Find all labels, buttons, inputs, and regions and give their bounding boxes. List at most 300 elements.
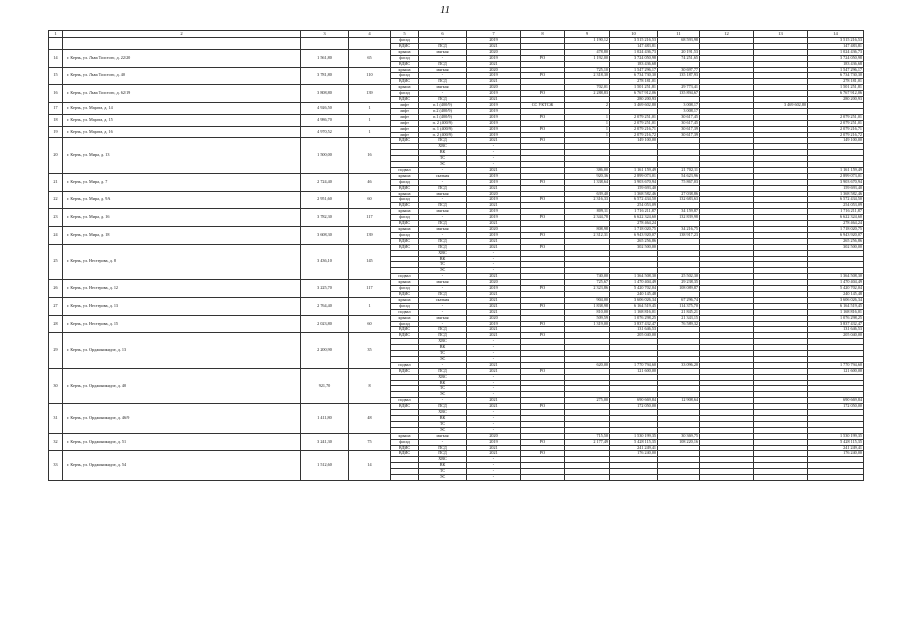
specific-cost-cell bbox=[658, 475, 700, 481]
total-cost-cell: 159 693,40 bbox=[808, 185, 864, 191]
building-area-cell: 1 500,00 bbox=[301, 138, 349, 173]
building-people-cell: 48 bbox=[349, 404, 391, 434]
year-cell: 2020 bbox=[467, 315, 521, 321]
building-people-cell bbox=[349, 38, 391, 50]
work-subtype-cell: п.1 (400/9) bbox=[419, 102, 467, 108]
work-subtype-cell: мягкая bbox=[419, 191, 467, 197]
executor-cell: РО bbox=[521, 286, 565, 292]
building-area-cell: 2 951,60 bbox=[301, 191, 349, 209]
total-cost-cell: 254 053,09 bbox=[808, 203, 864, 209]
work-type-cell: фасад bbox=[391, 215, 419, 221]
building-address-cell: г. Керчь, ул. Льва Толстого, д. 22/20 bbox=[63, 49, 301, 67]
work-type-cell: ВДИС bbox=[391, 138, 419, 144]
volume-cell: 2 323,86 bbox=[565, 286, 610, 292]
work-subtype-cell: ПСД bbox=[419, 445, 467, 451]
work-subtype-cell: мягкая bbox=[419, 227, 467, 233]
building-number-cell: 25 bbox=[49, 244, 63, 279]
year-cell: - bbox=[467, 250, 521, 256]
specific-cost-cell: 30 617,45 bbox=[658, 120, 700, 126]
building-area-cell: 3 225,70 bbox=[301, 280, 349, 298]
header-cell: 9 bbox=[565, 31, 610, 38]
total-cost-cell: 2 079 251,01 bbox=[808, 114, 864, 120]
building-address-cell: г. Керчь, ул. Марата, д. 16 bbox=[63, 126, 301, 138]
year-cell: - bbox=[467, 144, 521, 150]
building-number-cell: 17 bbox=[49, 102, 63, 114]
work-subtype-cell: ПСД bbox=[419, 327, 467, 333]
volume-cell: 1 bbox=[565, 114, 610, 120]
funding-cell-12 bbox=[700, 475, 754, 481]
year-cell: 2019 bbox=[467, 55, 521, 61]
work-type-cell: фасад bbox=[391, 179, 419, 185]
total-cost-cell: 183 436,68 bbox=[808, 61, 864, 67]
building-people-cell: 75 bbox=[349, 433, 391, 451]
work-subtype-cell: ПСД bbox=[419, 43, 467, 49]
building-area-cell bbox=[301, 38, 349, 50]
volume-cell: 715,50 bbox=[565, 433, 610, 439]
volume-cell: 725,67 bbox=[565, 280, 610, 286]
total-cost-cell: 690 669,84 bbox=[808, 398, 864, 404]
work-type-cell: фасад bbox=[391, 232, 419, 238]
total-cost-cell: 6 164 519,45 bbox=[808, 303, 864, 309]
building-people-cell: 117 bbox=[349, 209, 391, 227]
cost-cell: 302 500,00 bbox=[610, 244, 658, 250]
work-subtype-cell: ТС bbox=[419, 421, 467, 427]
cost-cell: 131 646,53 bbox=[610, 327, 658, 333]
building-number-cell: 28 bbox=[49, 315, 63, 333]
specific-cost-cell: 76 589,32 bbox=[658, 321, 700, 327]
work-subtype-cell: ВК bbox=[419, 150, 467, 156]
specific-cost-cell: 30 617,45 bbox=[658, 114, 700, 120]
repair-schedule-table bbox=[48, 30, 864, 481]
executor-cell: РО bbox=[521, 451, 565, 457]
volume-cell: 2 bbox=[565, 102, 610, 108]
cost-cell: 5 420 702,04 bbox=[610, 286, 658, 292]
specific-cost-cell: 30 369,75 bbox=[658, 433, 700, 439]
volume-cell: 1 838,98 bbox=[565, 303, 610, 309]
building-people-cell: 139 bbox=[349, 85, 391, 103]
cost-cell: 183 436,68 bbox=[610, 61, 658, 67]
building-address-cell: г. Керчь, ул. Орджоникидзе, д. 54 bbox=[63, 451, 301, 481]
building-number-cell: 14 bbox=[49, 49, 63, 67]
cost-cell: 3 837 432,47 bbox=[610, 321, 658, 327]
work-type-cell: фасад bbox=[391, 91, 419, 97]
total-cost-cell: 2 899 073,01 bbox=[808, 173, 864, 179]
year-cell: 2020 bbox=[467, 49, 521, 55]
building-number-cell: 30 bbox=[49, 368, 63, 403]
total-cost-cell: 280 200,93 bbox=[808, 97, 864, 103]
specific-cost-cell: 138 917,23 bbox=[658, 232, 700, 238]
work-subtype-cell: ХВС bbox=[419, 457, 467, 463]
total-cost-cell: 1 024 436,73 bbox=[808, 49, 864, 55]
specific-cost-cell: 75 867,03 bbox=[658, 179, 700, 185]
building-area-cell: 3 782,30 bbox=[301, 209, 349, 227]
year-cell: 2020 bbox=[467, 67, 521, 73]
work-type-cell: крыша bbox=[391, 315, 419, 321]
year-cell: 2020 bbox=[467, 85, 521, 91]
volume-cell: 509,59 bbox=[565, 315, 610, 321]
year-cell: 2021 bbox=[467, 327, 521, 333]
header-cell: 2 bbox=[63, 31, 301, 38]
building-address-cell: г. Керчь, ул. Мира, д. 13 bbox=[63, 138, 301, 173]
building-address-cell: г. Керчь, ул. Марата, д. 15 bbox=[63, 114, 301, 126]
work-subtype-cell: ПСД bbox=[419, 333, 467, 339]
work-subtype-cell: ТС bbox=[419, 351, 467, 357]
work-type-cell: ВДИС bbox=[391, 43, 419, 49]
work-subtype-cell: - bbox=[419, 321, 467, 327]
building-people-cell: 60 bbox=[349, 191, 391, 209]
year-cell: 2019 bbox=[467, 215, 521, 221]
work-type-cell: лифт bbox=[391, 102, 419, 108]
specific-cost-cell: 108 089,87 bbox=[658, 286, 700, 292]
year-cell: - bbox=[467, 351, 521, 357]
volume-cell: 275,00 bbox=[565, 398, 610, 404]
total-cost-cell: 6 734 730,30 bbox=[808, 73, 864, 79]
executor-cell: СС УКТСЖ bbox=[521, 102, 565, 108]
executor-cell: РО bbox=[521, 55, 565, 61]
executor-cell: РО bbox=[521, 73, 565, 79]
header-cell: 12 bbox=[700, 31, 754, 38]
volume-cell: 702,01 bbox=[565, 85, 610, 91]
building-address-cell: г. Керчь, ул. Марата, д. 14 bbox=[63, 102, 301, 114]
work-subtype-cell: - bbox=[419, 274, 467, 280]
work-subtype-cell: ЭС bbox=[419, 392, 467, 398]
work-subtype-cell: ЭС bbox=[419, 162, 467, 168]
executor-cell: РО bbox=[521, 303, 565, 309]
volume-cell: 639,40 bbox=[565, 191, 610, 197]
year-cell: 2021 bbox=[467, 221, 521, 227]
building-address-cell: г. Керчь, ул. Льва Толстого, д. 40 bbox=[63, 67, 301, 85]
cost-cell: 241 249,41 bbox=[610, 445, 658, 451]
cost-cell: 1 168 816,01 bbox=[610, 309, 658, 315]
building-address-cell: г. Керчь, ул. Мира, д. 9А bbox=[63, 191, 301, 209]
work-type-cell: ВДИС bbox=[391, 244, 419, 250]
building-number-cell: 23 bbox=[49, 209, 63, 227]
year-cell: 2021 bbox=[467, 404, 521, 410]
cost-cell: 3 903 670,94 bbox=[610, 179, 658, 185]
building-area-cell: 4 986,70 bbox=[301, 114, 349, 126]
year-cell: 2021 bbox=[467, 238, 521, 244]
total-cost-cell: 1 368 582,46 bbox=[808, 191, 864, 197]
year-cell: 2019 bbox=[467, 321, 521, 327]
year-cell: 2021 bbox=[467, 445, 521, 451]
building-people-cell: 145 bbox=[349, 244, 391, 279]
building-number-cell: 32 bbox=[49, 433, 63, 451]
work-subtype-cell: ТС bbox=[419, 262, 467, 268]
executor-cell: РО bbox=[521, 232, 565, 238]
cost-cell: 1 076 298,25 bbox=[610, 315, 658, 321]
total-cost-cell: 149 100,00 bbox=[808, 138, 864, 144]
cost-cell: 6 622 324,60 bbox=[610, 215, 658, 221]
volume-cell: 1 bbox=[565, 132, 610, 138]
work-subtype-cell: - bbox=[419, 398, 467, 404]
building-area-cell: 921,70 bbox=[301, 368, 349, 403]
building-address-cell: г. Керчь, ул. Орджоникидзе, д. 40 bbox=[63, 368, 301, 403]
building-area-cell: 3 608,30 bbox=[301, 227, 349, 245]
header-cell: 11 bbox=[658, 31, 700, 38]
work-subtype-cell: - bbox=[419, 362, 467, 368]
building-number-cell: 31 bbox=[49, 404, 63, 434]
work-subtype-cell: ПСД bbox=[419, 97, 467, 103]
work-subtype-cell: скатная bbox=[419, 173, 467, 179]
work-type-cell: лифт bbox=[391, 120, 419, 126]
total-cost-cell: 205 040,00 bbox=[808, 333, 864, 339]
work-subtype-cell: п.2 (400/9) bbox=[419, 108, 467, 114]
building-area-cell: 2 764,40 bbox=[301, 297, 349, 315]
work-type-cell: ВДИС bbox=[391, 97, 419, 103]
specific-cost-cell: 30 617,39 bbox=[658, 126, 700, 132]
work-subtype-cell: п. 2 (400/9) bbox=[419, 132, 467, 138]
building-address-cell: г. Керчь, ул. Нестерова, д. 13 bbox=[63, 297, 301, 315]
work-subtype-cell: ПСД bbox=[419, 185, 467, 191]
header-cell: 13 bbox=[754, 31, 808, 38]
work-subtype-cell: ПСД bbox=[419, 404, 467, 410]
total-cost-cell: 1 364 508,30 bbox=[808, 274, 864, 280]
cost-cell: 280 200,93 bbox=[610, 97, 658, 103]
work-subtype-cell: мягкая bbox=[419, 67, 467, 73]
work-type-cell: крыша bbox=[391, 173, 419, 179]
cost-cell: 172 050,00 bbox=[610, 404, 658, 410]
specific-cost-cell: 3 008,17 bbox=[658, 108, 700, 114]
cost-cell: 1 470 404,49 bbox=[610, 280, 658, 286]
work-subtype-cell: ХВС bbox=[419, 144, 467, 150]
volume-cell: 2 177,49 bbox=[565, 439, 610, 445]
work-type-cell bbox=[391, 475, 419, 481]
total-cost-cell: 5 420 702,04 bbox=[808, 286, 864, 292]
specific-cost-cell: 74 251,65 bbox=[658, 55, 700, 61]
specific-cost-cell: 132 839,98 bbox=[658, 215, 700, 221]
cost-cell: 6 164 519,45 bbox=[610, 303, 658, 309]
work-type-cell: фасад bbox=[391, 55, 419, 61]
volume-cell: 1 192,00 bbox=[565, 55, 610, 61]
cost-cell: 2 079 216,72 bbox=[610, 132, 658, 138]
year-cell: - bbox=[467, 392, 521, 398]
cost-cell: 1 024 436,73 bbox=[610, 49, 658, 55]
work-subtype-cell: - bbox=[419, 197, 467, 203]
total-cost-cell: 1 168 816,01 bbox=[808, 309, 864, 315]
work-subtype-cell: - bbox=[419, 73, 467, 79]
total-cost-cell: 3 606 026,34 bbox=[808, 297, 864, 303]
specific-cost-cell: 21 343,15 bbox=[658, 315, 700, 321]
work-subtype-cell: ПСД bbox=[419, 238, 467, 244]
specific-cost-cell: 67 296,74 bbox=[658, 297, 700, 303]
work-subtype-cell: ЭС bbox=[419, 427, 467, 433]
cost-cell: 6 572 434,50 bbox=[610, 197, 658, 203]
year-cell: 2021 bbox=[467, 274, 521, 280]
building-number-cell: 16 bbox=[49, 85, 63, 103]
cost-cell: 6 943 920,07 bbox=[610, 232, 658, 238]
building-address-cell: г. Керчь, ул. Орджоникидзе, д. 46/9 bbox=[63, 404, 301, 434]
cost-cell: 1 718 020,75 bbox=[610, 227, 658, 233]
header-cell: 10 bbox=[610, 31, 658, 38]
total-cost-cell: 6 572 434,50 bbox=[808, 197, 864, 203]
volume-cell: 620,00 bbox=[565, 362, 610, 368]
year-cell: - bbox=[467, 374, 521, 380]
cost-cell: 265 256,86 bbox=[610, 238, 658, 244]
building-address-cell: г. Керчь, ул. Мира, д. 16 bbox=[63, 209, 301, 227]
work-subtype-cell: ВК bbox=[419, 463, 467, 469]
work-subtype-cell: мягкая bbox=[419, 209, 467, 215]
building-number-cell: 20 bbox=[49, 138, 63, 173]
year-cell: - bbox=[467, 356, 521, 362]
building-number-cell: 33 bbox=[49, 451, 63, 481]
work-subtype-cell: ТС bbox=[419, 469, 467, 475]
year-cell: 2019 bbox=[467, 126, 521, 132]
work-subtype-cell: - bbox=[419, 303, 467, 309]
cost-cell: 1 547 296,17 bbox=[610, 67, 658, 73]
total-cost-cell: 1 547 296,17 bbox=[808, 67, 864, 73]
building-people-cell: 1 bbox=[349, 102, 391, 114]
year-cell: 2019 bbox=[467, 38, 521, 44]
work-subtype-cell: мягкая bbox=[419, 85, 467, 91]
total-cost-cell: 6 622 324,60 bbox=[808, 215, 864, 221]
building-area-cell: 3 781,80 bbox=[301, 67, 349, 85]
year-cell: - bbox=[467, 339, 521, 345]
year-cell: 2021 bbox=[467, 167, 521, 173]
work-subtype-cell: ВК bbox=[419, 345, 467, 351]
header-cell: 5 bbox=[391, 31, 419, 38]
header-cell: 8 bbox=[521, 31, 565, 38]
year-cell: - bbox=[467, 150, 521, 156]
page-number: 11 bbox=[440, 4, 451, 16]
work-subtype-cell: ЭС bbox=[419, 268, 467, 274]
year-cell: - bbox=[467, 416, 521, 422]
executor-cell: РО bbox=[521, 215, 565, 221]
total-cost-cell: 2 079 216,72 bbox=[808, 132, 864, 138]
total-cost-cell: 172 050,00 bbox=[808, 404, 864, 410]
cost-cell: 690 669,84 bbox=[610, 398, 658, 404]
volume-cell: 386,00 bbox=[565, 167, 610, 173]
work-subtype-cell: скатная bbox=[419, 297, 467, 303]
work-type-cell: ВДИС bbox=[391, 79, 419, 85]
building-address-cell: г. Керчь, ул. Нестерова, д. 8 bbox=[63, 244, 301, 279]
volume-cell: 725,10 bbox=[565, 67, 610, 73]
cost-cell: 240 145,48 bbox=[610, 291, 658, 297]
year-cell: 2019 bbox=[467, 114, 521, 120]
total-cost-cell: 2 079 251,01 bbox=[808, 120, 864, 126]
header-cell: 1 bbox=[49, 31, 63, 38]
specific-cost-cell: 21 702,11 bbox=[658, 167, 700, 173]
building-people-cell: 1 bbox=[349, 297, 391, 315]
total-cost-cell: 278 464,24 bbox=[808, 221, 864, 227]
work-subtype-cell: ВК bbox=[419, 380, 467, 386]
work-subtype-cell: п. 1 (400/9) bbox=[419, 126, 467, 132]
year-cell: - bbox=[467, 427, 521, 433]
work-subtype-cell: мягкая bbox=[419, 49, 467, 55]
work-subtype-cell: - bbox=[419, 55, 467, 61]
year-cell: 2019 bbox=[467, 179, 521, 185]
work-type-cell: ВДИС bbox=[391, 333, 419, 339]
volume-cell: 2 318,30 bbox=[565, 73, 610, 79]
year-cell: - bbox=[467, 256, 521, 262]
year-cell: - bbox=[467, 380, 521, 386]
building-area-cell: 3 436,10 bbox=[301, 244, 349, 279]
year-cell: 2020 bbox=[467, 191, 521, 197]
year-cell: - bbox=[467, 156, 521, 162]
work-subtype-cell: ЭС bbox=[419, 356, 467, 362]
volume-cell: 810,00 bbox=[565, 309, 610, 315]
cost-cell: 149 100,00 bbox=[610, 138, 658, 144]
building-people-cell: 8 bbox=[349, 368, 391, 403]
building-address-cell: г. Керчь, ул. Нестерова, д. 15 bbox=[63, 315, 301, 333]
cost-cell: 1 716 211,87 bbox=[610, 209, 658, 215]
total-cost-cell: 3 724 050,98 bbox=[808, 55, 864, 61]
year-cell: 2021 bbox=[467, 79, 521, 85]
specific-cost-cell: 30 617,39 bbox=[658, 132, 700, 138]
executor-cell: РО bbox=[521, 114, 565, 120]
work-subtype-cell: - bbox=[419, 232, 467, 238]
year-cell: - bbox=[467, 410, 521, 416]
year-cell: 2021 bbox=[467, 333, 521, 339]
building-area-cell: 1 512,60 bbox=[301, 451, 349, 481]
building-number-cell: 24 bbox=[49, 227, 63, 245]
building-address-cell: г. Керчь, ул. Льва Толстого, д. 62/19 bbox=[63, 85, 301, 103]
work-type-cell: крыша bbox=[391, 209, 419, 215]
work-type-cell: крыша bbox=[391, 433, 419, 439]
volume-cell: 1 190,12 bbox=[565, 38, 610, 44]
volume-cell: 2 344,78 bbox=[565, 215, 610, 221]
work-subtype-cell: ПСД bbox=[419, 221, 467, 227]
year-cell: 2019 bbox=[467, 439, 521, 445]
work-subtype-cell: ПСД bbox=[419, 291, 467, 297]
work-type-cell: фасад bbox=[391, 197, 419, 203]
total-cost-cell: 1 470 404,49 bbox=[808, 280, 864, 286]
work-type-cell: лифт bbox=[391, 114, 419, 120]
total-cost-cell: 278 181,01 bbox=[808, 79, 864, 85]
specific-cost-cell: 132 683,63 bbox=[658, 197, 700, 203]
work-type-cell: ВДИС bbox=[391, 327, 419, 333]
work-type-cell: фасад bbox=[391, 38, 419, 44]
work-type-cell: фасад bbox=[391, 321, 419, 327]
executor-cell: РО bbox=[521, 126, 565, 132]
volume-cell: 920,36 bbox=[565, 173, 610, 179]
year-cell: 2021 bbox=[467, 297, 521, 303]
year-cell: 2021 bbox=[467, 43, 521, 49]
year-cell: 2021 bbox=[467, 451, 521, 457]
work-type-cell: крыша bbox=[391, 191, 419, 197]
building-people-cell: 117 bbox=[349, 280, 391, 298]
work-type-cell: ВДИС bbox=[391, 203, 419, 209]
total-cost-cell: 3 515 216,53 bbox=[808, 38, 864, 44]
total-cost-cell: 240 145,48 bbox=[808, 291, 864, 297]
specific-cost-cell: 34 159,87 bbox=[658, 209, 700, 215]
work-subtype-cell: ВК bbox=[419, 256, 467, 262]
building-area-cell: 3 808,80 bbox=[301, 85, 349, 103]
building-number-cell: 22 bbox=[49, 191, 63, 209]
building-address-cell: г. Керчь, ул. Нестерова, д. 12 bbox=[63, 280, 301, 298]
cost-cell: 278 464,24 bbox=[610, 221, 658, 227]
work-type-cell: ВДИС bbox=[391, 185, 419, 191]
work-type-cell: крыша bbox=[391, 227, 419, 233]
building-people-cell: 60 bbox=[349, 315, 391, 333]
table-body bbox=[49, 31, 864, 481]
specific-cost-cell: 34 216,75 bbox=[658, 227, 700, 233]
work-subtype-cell: - bbox=[419, 286, 467, 292]
work-type-cell: крыша bbox=[391, 280, 419, 286]
specific-cost-cell: 20 191,53 bbox=[658, 49, 700, 55]
work-type-cell: ВДИС bbox=[391, 238, 419, 244]
work-subtype-cell: - bbox=[419, 167, 467, 173]
year-cell: 2019 bbox=[467, 286, 521, 292]
year-cell: 2021 bbox=[467, 203, 521, 209]
specific-cost-cell: 54 623,96 bbox=[658, 173, 700, 179]
work-subtype-cell: - bbox=[419, 179, 467, 185]
work-type-cell: ВДИС bbox=[391, 445, 419, 451]
total-cost-cell: 5 428 115,35 bbox=[808, 439, 864, 445]
year-cell: 2019 bbox=[467, 102, 521, 108]
total-cost-cell: 3 837 432,47 bbox=[808, 321, 864, 327]
work-subtype-cell: ХВС bbox=[419, 250, 467, 256]
work-type-cell: лифт bbox=[391, 108, 419, 114]
